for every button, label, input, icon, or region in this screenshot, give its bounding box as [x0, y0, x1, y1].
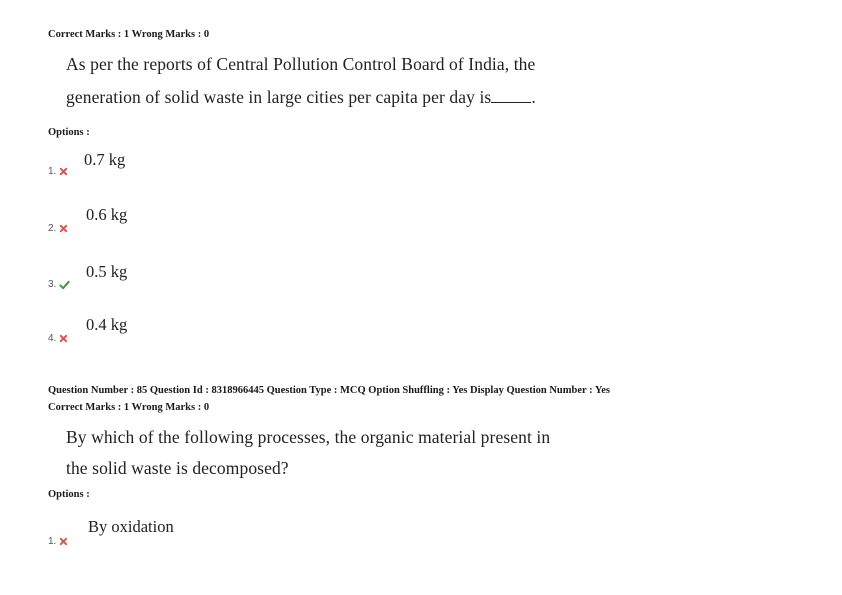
- q1-marks: Correct Marks : 1 Wrong Marks : 0: [48, 29, 210, 40]
- wrong-mark-icon: [59, 334, 68, 343]
- q2-option-1-number: [48, 536, 68, 547]
- wrong-mark-icon: [59, 167, 68, 176]
- q1-option-4-text: 0.4 kg: [86, 315, 128, 334]
- fill-blank: [491, 88, 531, 103]
- q2-marks: Correct Marks : 1 Wrong Marks : 0: [48, 402, 210, 413]
- q1-option-2-text: 0.6 kg: [86, 205, 128, 224]
- option-number: 2.: [48, 223, 57, 234]
- q1-text-line2-content: generation of solid waste in large cities per capita per day is: [66, 87, 492, 107]
- q1-option-1-number: [48, 166, 68, 177]
- q2-options-label: Options :: [48, 489, 90, 500]
- q2-header: Question Number : 85 Question Id : 8318966445 Question Type : MCQ Option Shuffling : Yes Display Question Number : Yes: [48, 385, 611, 396]
- q2-option-1-text: By oxidation: [88, 517, 174, 536]
- wrong-mark-icon: [59, 537, 68, 546]
- q1-option-1-text: 0.7 kg: [84, 150, 126, 169]
- wrong-mark-icon: [59, 224, 68, 233]
- correct-check-icon: [59, 280, 70, 290]
- q2-text-line2: the solid waste is decomposed?: [66, 458, 289, 478]
- q1-option-4-number: [48, 333, 68, 344]
- q1-text-line1: As per the reports of Central Pollution Control Board of India, the: [66, 54, 536, 74]
- q1-option-3-number: [48, 279, 70, 290]
- option-number: 4.: [48, 333, 57, 344]
- option-number: 1.: [48, 536, 57, 547]
- option-number: 1.: [48, 166, 57, 177]
- q2-text-line1: By which of the following processes, the organic material present in: [66, 427, 551, 447]
- q1-text-line2-end: .: [531, 87, 536, 107]
- q1-options-label: Options :: [48, 127, 90, 138]
- q1-text-line2: [66, 87, 536, 108]
- q1-option-3-text: 0.5 kg: [86, 262, 128, 281]
- option-number: 3.: [48, 279, 57, 290]
- q1-option-2-number: [48, 223, 68, 234]
